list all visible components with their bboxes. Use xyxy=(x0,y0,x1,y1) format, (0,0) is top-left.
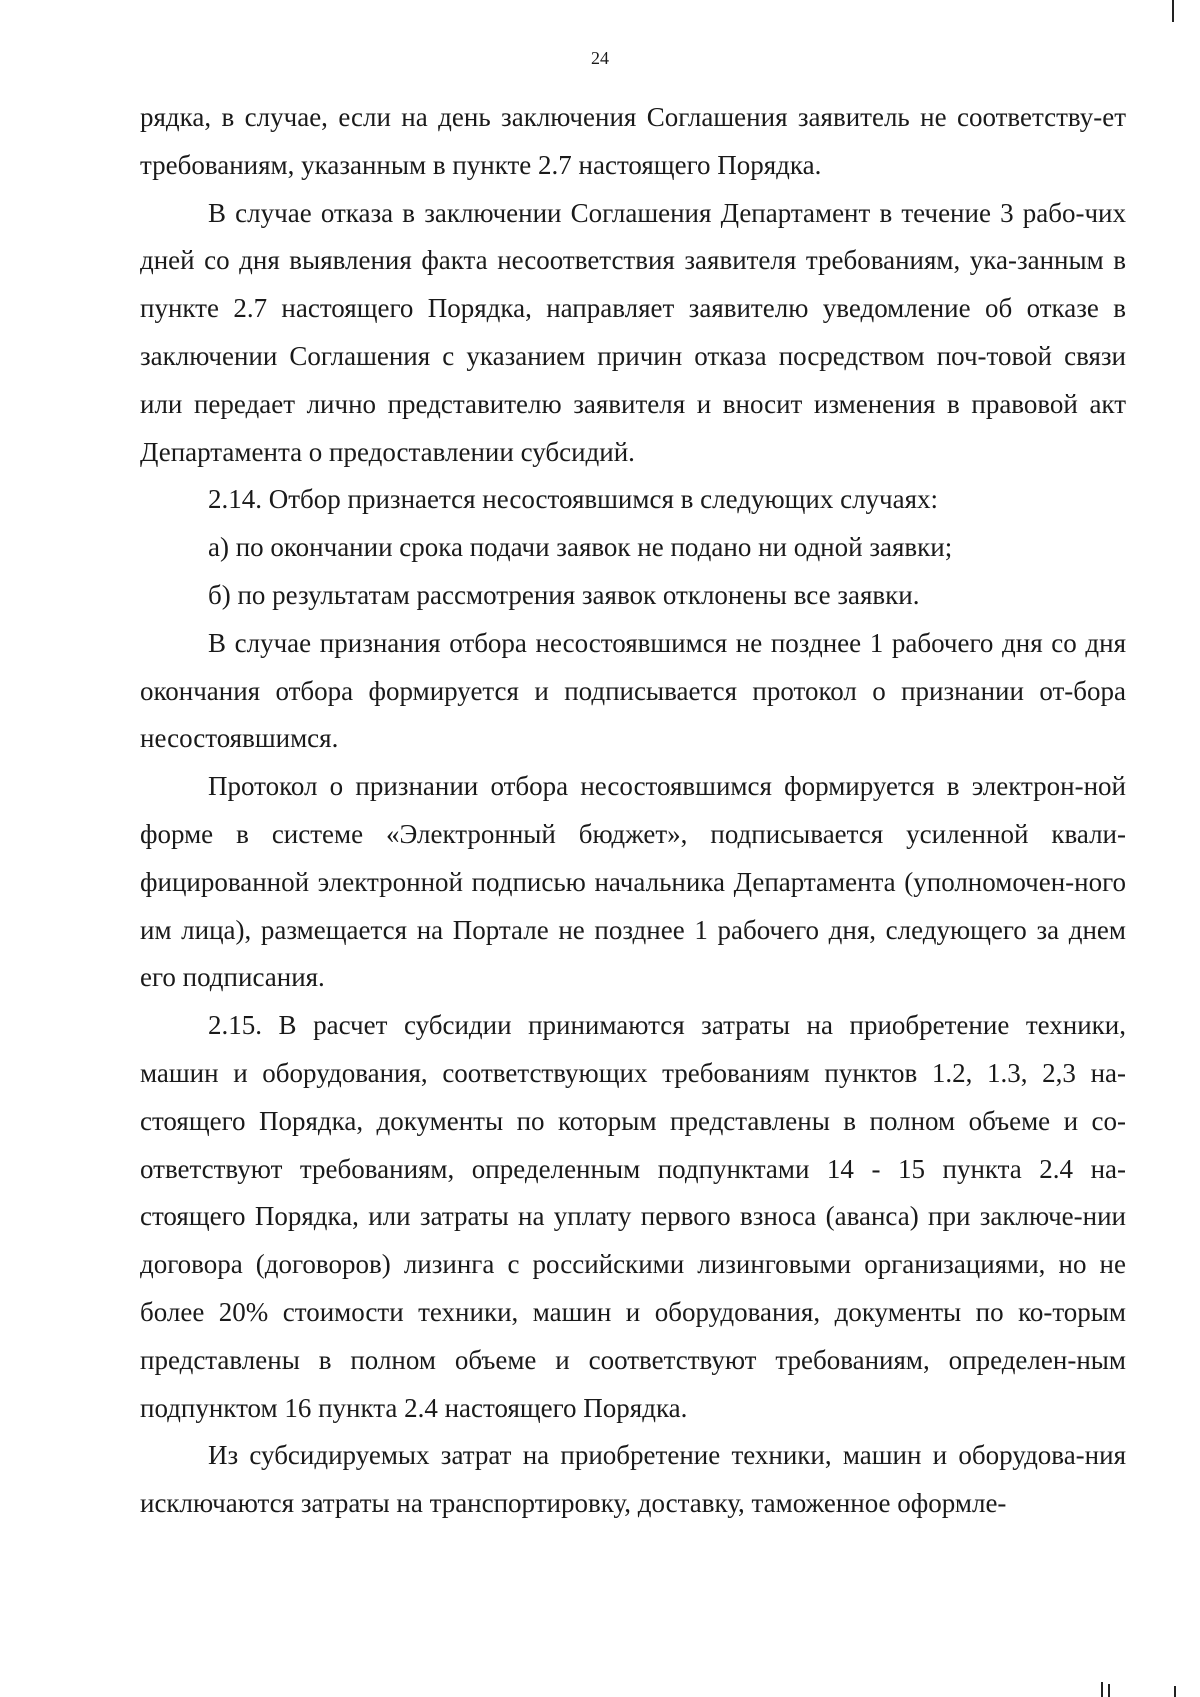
paragraph-item-a: а) по окончании срока подачи заявок не подано ни одной заявки; xyxy=(208,532,953,563)
paragraph-continuation: рядка, в случае, если на день заключения Соглашения заявитель не соответству-ет требованиям, указанным в пункте 2.7 настоящего Порядка. xyxy=(140,102,1126,180)
page-number: 24 xyxy=(591,48,609,68)
paragraph-section-2-14: 2.14. Отбор признается несостоявшимся в следующих случаях: xyxy=(208,484,939,515)
paragraph: Из субсидируемых затрат на приобретение техники, машин и оборудова-ния исключаются затраты на транспортировку, доставку, таможенное оформле- xyxy=(140,1440,1126,1519)
scan-mark-bottom-right xyxy=(1101,1682,1103,1697)
scan-mark-bottom-right-2 xyxy=(1108,1684,1110,1697)
paragraph-item-b: б) по результатам рассмотрения заявок отклонены все заявки. xyxy=(208,579,920,610)
paragraph: В случае признания отбора несостоявшимся не позднее 1 рабочего дня со дня окончания отбора формируется и подписывается протокол о признании от-бора несостоявшимся. xyxy=(140,627,1126,754)
scan-mark-bottom-right-3 xyxy=(1174,1686,1176,1697)
scan-mark-top-right xyxy=(1172,0,1174,22)
paragraph-section-2-15: 2.15. В расчет субсидии принимаются затраты на приобретение техники, машин и оборудования, соответствующих требованиям пунктов 1.2, 1.3, 2,3 на-стоящего Порядка, документы по которым представлены в полном объеме и со-ответствуют требованиям, определенным подпунктами 14 - 15 пункта 2.4 на-стоящего Порядка, или затраты на уплату первого взноса (аванса) при заключе-нии договора (договоров) лизинга с российскими лизинговыми организациями, но не более 20% стоимости техники, машин и оборудования, документы по ко-торым представлены в полном объеме и соответствуют требованиям, определен-ным подпунктом 16 пункта 2.4 настоящего Порядка. xyxy=(140,1010,1126,1423)
paragraph: В случае отказа в заключении Соглашения Департамент в течение 3 рабо-чих дней со дня выявления факта несоответствия заявителя требованиям, ука-занным в пункте 2.7 настоящего Порядка, направляет заявителю уведомление об отказе в заключении Соглашения с указанием причин отказа посредством поч-товой связи или передает лично представителю заявителя и вносит изменения в правовой акт Департамента о предоставлении субсидий. xyxy=(140,197,1126,467)
paragraph: Протокол о признании отбора несостоявшимся формируется в электрон-ной форме в системе «Электронный бюджет», подписывается усиленной квали-фицированной электронной подписью начальника Департамента (уполномочен-ного им лица), размещается на Портале не позднее 1 рабочего дня, следующего за днем его подписания. xyxy=(140,771,1126,993)
document-body xyxy=(140,94,1126,1528)
